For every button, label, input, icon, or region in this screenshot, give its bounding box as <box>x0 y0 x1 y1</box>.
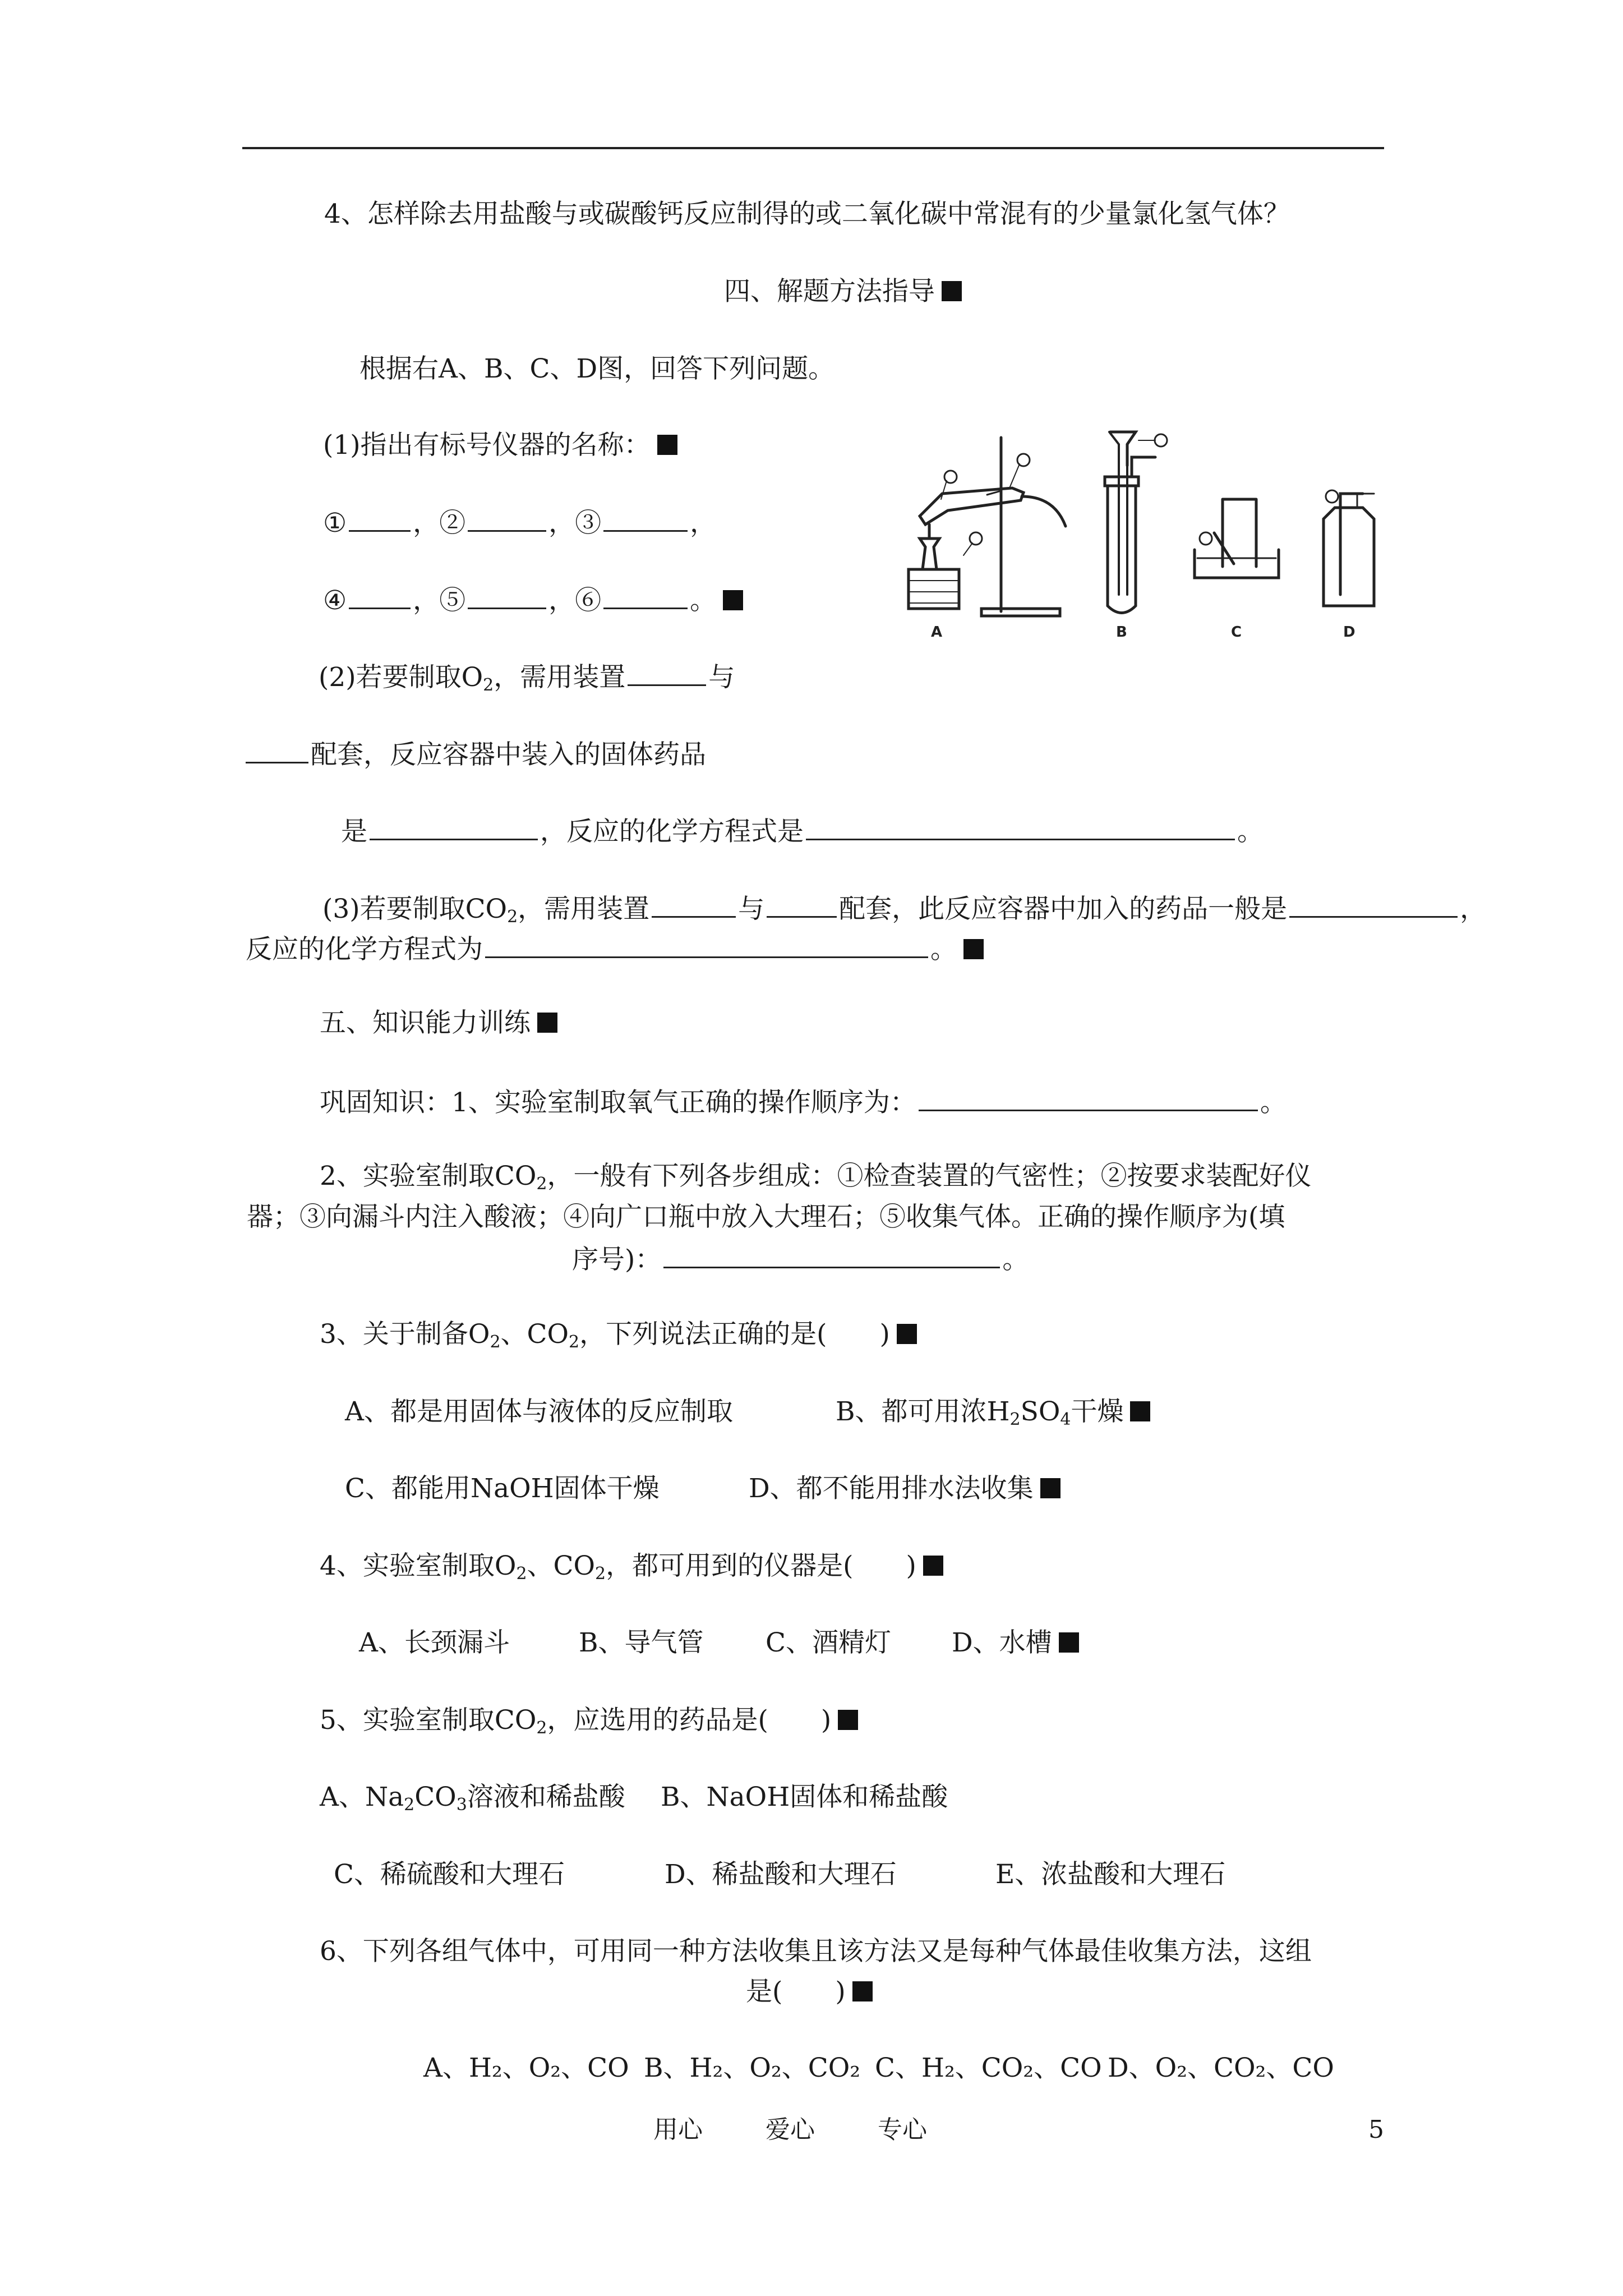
square-marker <box>1040 1478 1061 1498</box>
s5-question-2-line-2: 器；③向漏斗内注入酸液；④向广口瓶中放入大理石；⑤收集气体。正确的操作顺序为(填 <box>247 1202 1285 1232</box>
q6-option-a[interactable]: A、H₂、O₂、CO <box>423 2053 629 2083</box>
blank-co2-reagent[interactable] <box>1289 894 1458 918</box>
q4-option-a[interactable]: A、长颈漏斗 <box>359 1627 510 1658</box>
blank-row-2: ④ ，⑤ ，⑥ 。 <box>323 585 743 614</box>
part-1-prompt: (1)指出有标号仪器的名称： <box>323 432 677 458</box>
q3-option-c[interactable]: C、都能用NaOH固体干燥 <box>345 1473 660 1504</box>
blank-4[interactable] <box>349 585 411 609</box>
rubber-stopper <box>1105 477 1138 486</box>
square-marker <box>537 1013 557 1033</box>
test-tube-vertical <box>1108 486 1136 613</box>
figure-label-a: A <box>931 624 943 641</box>
square-marker <box>852 1981 873 2001</box>
gas-bottle <box>1324 508 1374 606</box>
blank-6[interactable] <box>603 585 688 609</box>
blank-o2-steps[interactable] <box>919 1087 1258 1111</box>
delivery-tube-b <box>1132 457 1155 477</box>
square-marker <box>923 1556 943 1576</box>
section-4-intro: 根据右A、B、C、D图，回答下列问题。 <box>359 353 835 384</box>
apparatus-a <box>909 438 1066 616</box>
s5-question-5: 5、实验室制取$CO_2$，应选用的药品是( ) <box>320 1707 858 1733</box>
blank-o2-apparatus[interactable] <box>628 662 706 686</box>
footer-motto-3: 专心 <box>878 2115 927 2144</box>
part-3-line-2: 反应的化学方程式为 。 <box>246 934 984 963</box>
q5-option-e[interactable]: E、浓盐酸和大理石 <box>995 1859 1226 1890</box>
section-5-heading <box>320 1007 557 1038</box>
s5-question-1: 巩固知识：1、实验室制取氧气正确的操作顺序为： 。 <box>320 1087 1287 1118</box>
apparatus-b <box>1105 432 1167 613</box>
blank-5[interactable] <box>468 585 546 609</box>
blank-co2-equation[interactable] <box>485 934 928 958</box>
square-marker <box>942 281 962 301</box>
figure-label-d: D <box>1343 624 1355 641</box>
q5-option-b[interactable]: B、NaOH固体和稀盐酸 <box>661 1782 948 1812</box>
q5-option-c[interactable]: C、稀硫酸和大理石 <box>334 1859 565 1890</box>
q5-option-a[interactable]: A、$Na_2CO_3$溶液和稀盐酸 <box>320 1782 625 1815</box>
test-tube-horizontal <box>920 488 1023 524</box>
q3-option-d[interactable]: D、都不能用排水法收集 <box>749 1475 1061 1502</box>
q4-option-c[interactable]: C、酒精灯 <box>766 1627 891 1658</box>
part-2-line-2: 配套，反应容器中装入的固体药品 <box>246 739 706 768</box>
square-marker <box>963 939 984 959</box>
apparatus-figure <box>892 426 1396 651</box>
blank-co2-apparatus[interactable] <box>652 894 736 918</box>
square-marker <box>723 590 743 610</box>
iron-stand-base <box>981 609 1060 616</box>
s5-question-3: 3、关于制备$O_2$、$CO_2$，下列说法正确的是( ) <box>320 1321 917 1347</box>
s5-question-6-line-2: 是( ) <box>746 1978 873 2005</box>
header-rule <box>242 147 1384 149</box>
q6-option-d[interactable]: D、O₂、CO₂、CO <box>1108 2053 1334 2083</box>
blank-o2-reagent[interactable] <box>370 816 538 840</box>
section-4-heading <box>724 278 962 305</box>
q4-option-d[interactable]: D、水槽 <box>952 1630 1079 1656</box>
delivery-tube-a <box>1022 496 1066 526</box>
section-5-title: 五、知识能力训练 <box>320 1007 531 1038</box>
part-2-line-1: (2)若要制取$O_2$，需用装置 与 <box>319 662 735 695</box>
part-2-line-3: 是 ，反应的化学方程式是 。 <box>341 816 1264 847</box>
footer-motto-1: 用心 <box>653 2115 703 2144</box>
square-marker <box>1130 1401 1150 1421</box>
page-number: 5 <box>1368 2115 1384 2144</box>
s5-question-6-line-1: 6、下列各组气体中，可用同一种方法收集且该方法又是每种气体最佳收集方法，这组 <box>320 1936 1312 1967</box>
q3-option-b[interactable]: B、都可用浓$H_2SO_4$干燥 <box>836 1398 1150 1425</box>
figure-label-c: C <box>1231 624 1242 641</box>
blank-o2-collector[interactable] <box>246 739 308 763</box>
q6-option-b[interactable]: B、H₂、O₂、CO₂ <box>644 2053 861 2083</box>
figure-label-b: B <box>1116 624 1127 641</box>
q6-option-c[interactable]: C、H₂、CO₂、CO <box>875 2053 1102 2083</box>
s5-question-2-line-3: 序号)： 。 <box>572 1244 1029 1275</box>
blank-row-1: ① ，② ，③ ， <box>323 508 717 539</box>
alcohol-lamp <box>920 539 939 569</box>
q3-option-a[interactable]: A、都是用固体与液体的反应制取 <box>345 1396 733 1427</box>
s5-question-2-line-1: 2、实验室制取$CO_2$，一般有下列各步组成：①检查装置的气密性；②按要求装配好仪 <box>320 1161 1312 1194</box>
blank-3[interactable] <box>603 508 688 532</box>
water-trough <box>1195 550 1279 578</box>
q4-option-b[interactable]: B、导气管 <box>579 1627 704 1658</box>
blank-co2-collector[interactable] <box>767 894 837 918</box>
apparatus-c <box>1195 499 1279 578</box>
square-marker <box>1059 1632 1079 1653</box>
blank-1[interactable] <box>349 508 411 532</box>
square-marker <box>838 1710 858 1730</box>
question-4-hcl-removal: 4、怎样除去用盐酸与或碳酸钙反应制得的或二氧化碳中常混有的少量氯化氢气体？ <box>324 199 1290 229</box>
part-3-line-1: (3)若要制取$CO_2$，需用装置 与 配套，此反应容器中加入的药品一般是 ， <box>322 894 1487 927</box>
s5-question-4: 4、实验室制取$O_2$、$CO_2$，都可用到的仪器是( ) <box>320 1553 943 1579</box>
square-marker <box>657 435 677 455</box>
q5-option-d[interactable]: D、稀盐酸和大理石 <box>665 1859 897 1890</box>
apparatus-d <box>1324 490 1374 606</box>
blank-2[interactable] <box>468 508 546 532</box>
blank-o2-equation[interactable] <box>806 816 1235 840</box>
blank-co2-steps[interactable] <box>663 1244 1000 1268</box>
section-4-title: 四、解题方法指导 <box>724 276 935 307</box>
footer-motto-2: 爱心 <box>766 2115 815 2144</box>
square-marker <box>897 1324 917 1344</box>
